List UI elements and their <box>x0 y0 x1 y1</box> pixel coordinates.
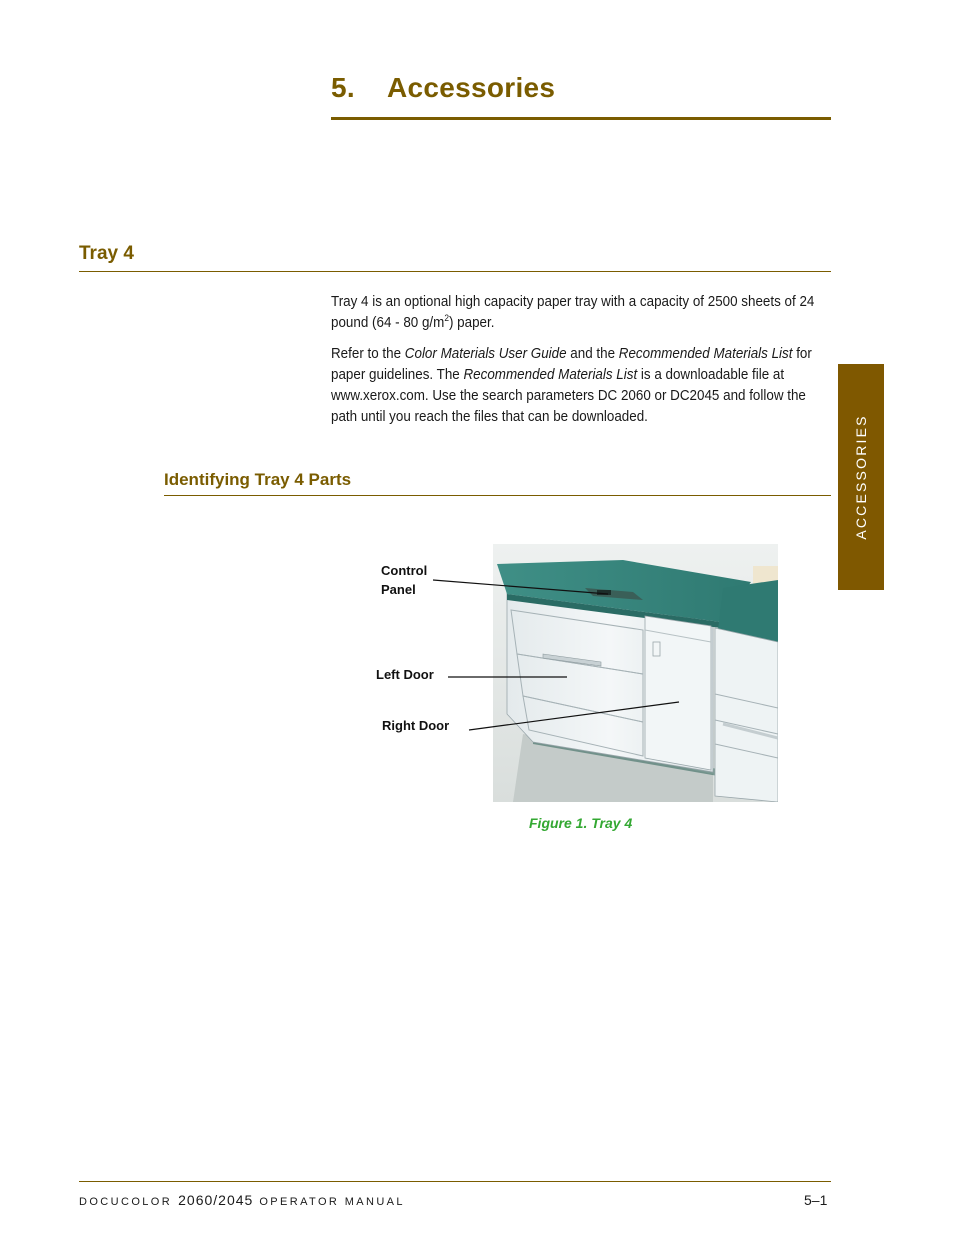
title-recommended-materials-list: Recommended Materials List <box>463 367 638 383</box>
chapter-title <box>331 72 555 104</box>
paragraph-guidelines <box>331 344 831 428</box>
text-run: ) paper. <box>448 315 495 331</box>
superscript: 2 <box>444 313 449 324</box>
footer-manual: OPERATOR MANUAL <box>259 1196 405 1208</box>
page-number: 5–1 <box>804 1192 828 1208</box>
text-run: for paper guidelines. The <box>331 346 812 383</box>
side-tab-label: ACCESSORIES <box>853 414 869 540</box>
callout-text: Panel <box>381 582 416 597</box>
title-recommended-materials-list: Recommended Materials List <box>618 346 793 362</box>
footer-product: DOCUCOLOR <box>79 1196 173 1208</box>
section-rule <box>79 271 831 272</box>
text-run: Tray 4 is an optional high capacity paper tray with a capacity of 2500 sheets of 24 pound (64 - 80 g/m <box>331 294 815 331</box>
text-run: and the <box>566 346 619 362</box>
subsection-rule <box>164 495 831 496</box>
section-heading: Tray 4 <box>79 243 134 264</box>
footer-manual-title <box>79 1192 405 1208</box>
callout-right-door: Right Door <box>382 718 450 733</box>
subsection-heading: Identifying Tray 4 Parts <box>164 470 352 489</box>
text-run: is a downloadable file at www.xerox.com. Use the search parameters DC 2060 or DC2045 and follow the path until you reach the files that can be downloaded. <box>331 367 806 425</box>
text-run: Refer to the <box>331 346 405 362</box>
tray-4-illustration <box>493 544 778 802</box>
chapter-rule <box>331 117 831 120</box>
callout-left-door: Left Door <box>376 667 434 682</box>
footer-rule <box>79 1181 831 1182</box>
callout-text: Control <box>381 563 428 578</box>
footer-model: 2060/2045 <box>178 1192 254 1208</box>
title-color-materials-user-guide: Color Materials User Guide <box>404 346 567 362</box>
chapter-number: 5. <box>331 72 355 103</box>
chapter-side-tab <box>838 364 884 590</box>
callout-control-panel <box>381 561 427 599</box>
chapter-title-text: Accessories <box>387 72 556 103</box>
figure-caption: Figure 1. Tray 4 <box>529 815 633 831</box>
paragraph-tray-capacity <box>331 292 831 334</box>
